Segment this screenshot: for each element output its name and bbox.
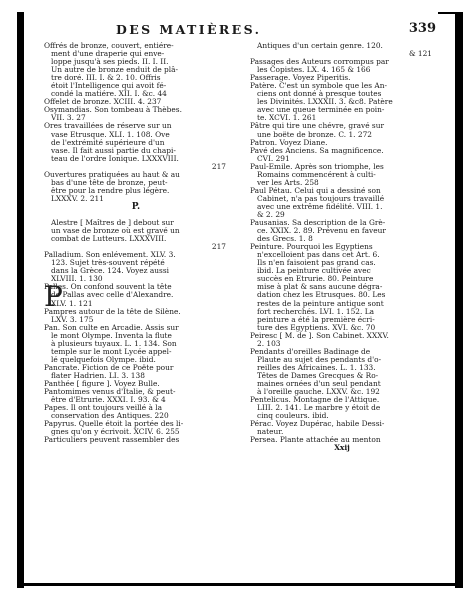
header-title: DES MATIÈRES. bbox=[116, 22, 262, 37]
index-entry-line: à plusieurs tuyaux. L. 1. 134. Son bbox=[51, 338, 177, 348]
index-entry-line: XLVIII. 1. 130 bbox=[51, 274, 103, 284]
index-entry-line: une boëte de bronze. C. 1. 272 bbox=[257, 129, 372, 139]
index-entry-line: Peinture. Pourquoi les Egyptiens bbox=[250, 242, 373, 252]
index-entry-line: Particuliers peuvent rassembler des bbox=[44, 435, 180, 445]
book-page bbox=[44, 22, 436, 582]
index-entry-line: LIII. 2. 141. Le marbre y étoit de bbox=[257, 403, 381, 413]
index-entry-line: Pâtre qui tire une chévre, gravé sur bbox=[250, 121, 385, 131]
index-entry-line: à l'oreille gauche. LXXV. &c. 192 bbox=[257, 387, 380, 397]
index-entry-line: vase Etrusque. XLI. 1. 108. Ove bbox=[51, 129, 170, 139]
index-entry-line: Antiques d'un certain genre. 120. bbox=[257, 41, 383, 50]
index-entry-line: avec une extrême fidélité. VIII. 1. bbox=[257, 201, 383, 211]
index-entry-line: 217 bbox=[211, 161, 226, 171]
index-entry-line: Pentelicus. Montagne de l'Attique. bbox=[250, 395, 380, 405]
index-entry-line: lé quelquefois Olympe. ibid. bbox=[51, 354, 156, 364]
index-entry-line: de l'extrémité supérieure d'un bbox=[51, 137, 165, 147]
index-entry-line: condé la matiére. XII. I. &c. 44 bbox=[51, 89, 167, 99]
index-entry-line: être pour la rendre plus légère. bbox=[51, 185, 170, 195]
index-entry-line: 123. Sujet très-souvent répété bbox=[51, 258, 165, 268]
index-entry-line: un vase de bronze où est gravé un bbox=[51, 226, 180, 236]
index-entry-line: Palles. On confond souvent la tête bbox=[44, 282, 172, 292]
scan-border-top-right bbox=[438, 12, 463, 14]
index-entry-line: conservation des Antiques. 220 bbox=[51, 411, 169, 421]
index-entry-line: les Copistes. LX. 4. 165 & 166 bbox=[257, 65, 371, 75]
index-entry-line: reilles des Africaines. L. 1. 133. bbox=[257, 362, 376, 372]
index-entry-line: ver les Arts. 258 bbox=[257, 177, 319, 187]
index-entry-line: Papyrus. Quelle étoit la portée des li- bbox=[44, 419, 184, 429]
index-entry-line: Pancrate. Fiction de ce Poëte pour bbox=[44, 362, 174, 372]
index-entry-line: XLV. 1. 121 bbox=[51, 298, 93, 308]
drop-cap-letter: P bbox=[44, 280, 63, 313]
index-entry-line: Ouvertures pratiquées au haut & au bbox=[44, 169, 180, 179]
index-entry-line: CVI. 291 bbox=[257, 153, 290, 163]
index-entry-line: dation chez les Etrusques. 80. Les bbox=[257, 290, 386, 300]
index-entry-line: les Divinités. LXXXII. 3. &c8. Patère bbox=[257, 97, 393, 107]
index-entry-line: Pausanias. Sa description de la Grè- bbox=[250, 218, 386, 228]
index-entry-line: Papes. Il ont toujours veillé à la bbox=[44, 403, 163, 413]
index-entry-line: ment d'une draperie qui enve- bbox=[51, 49, 165, 59]
index-entry-line: flater Hadrien. LI. 3. 138 bbox=[51, 370, 145, 380]
index-entry-line: combat de Lutteurs. LXXXVIII. bbox=[51, 234, 167, 244]
index-entry-line: fort recherchés. LVI. 1. 152. La bbox=[257, 306, 375, 316]
index-entry-line: Pampres autour de la tête de Silène. bbox=[44, 306, 181, 316]
index-entry-line: le mont Olympe. Inventa la flute bbox=[51, 330, 172, 340]
index-entry-line: Paul Pétau. Celui qui a dessiné son bbox=[250, 185, 381, 195]
index-entry-line: bas d'une tête de bronze, peut- bbox=[51, 177, 168, 187]
index-entry-line: de Pallas avec celle d'Alexandre. bbox=[51, 290, 174, 300]
index-entry-line: Alestre [ Maîtres de ] debout sur bbox=[51, 218, 174, 228]
scan-border-right bbox=[455, 12, 463, 588]
index-entry-line: mise à plat & sans aucune dégra- bbox=[257, 282, 383, 292]
index-entry-line: Patron. Voyez Diane. bbox=[250, 137, 328, 147]
index-entry-line: ibid. La peinture cultivée avec bbox=[257, 266, 371, 276]
index-entry-line: ce. XXIX. 2. 89. Prévenu en faveur bbox=[257, 226, 386, 236]
index-entry-line: Un autre de bronze enduit de plâ- bbox=[51, 65, 179, 75]
scan-border-bottom bbox=[17, 583, 463, 586]
index-entry-line: restes de la peinture antique sont bbox=[257, 298, 384, 308]
index-entry-line: Passages des Auteurs corrompus par bbox=[250, 57, 389, 67]
index-column-left bbox=[44, 42, 228, 444]
index-entry-line: P. bbox=[131, 201, 141, 212]
index-entry-line: & 2. 29 bbox=[257, 209, 285, 219]
index-entry-line: 2. 103 bbox=[257, 338, 281, 348]
index-entry-line: tre doré. III. I. & 2. 10. Offris bbox=[51, 73, 161, 83]
index-entry-line: temple sur le mont Lycée appel- bbox=[51, 346, 172, 356]
index-entry-line: loppe jusqu'à ses pieds. II. I. II. bbox=[51, 57, 169, 67]
index-entry-line: Panthée [ figure ]. Voyez Bulle. bbox=[44, 378, 160, 388]
index-entry-line: Paul-Emile. Après son triomphe, les bbox=[250, 161, 384, 171]
index-entry-line: Ils n'en faisoient pas grand cas. bbox=[257, 258, 376, 268]
index-entry-line: dans la Grèce. 124. Voyez aussi bbox=[51, 266, 170, 276]
index-entry-line: ture des Egyptiens. XVI. &c. 70 bbox=[257, 322, 376, 332]
index-entry-line: Cabinet, n'a pas toujours travaillé bbox=[257, 193, 385, 203]
index-entry-line: te. XCVI. 1. 261 bbox=[257, 113, 317, 123]
index-entry-line: gnes qu'on y écrivoit. XCIV. 6. 255 bbox=[51, 427, 180, 437]
index-entry-line: Passerage. Voyez Piperitis. bbox=[250, 73, 351, 83]
index-entry-line: Romains commencérent à culti- bbox=[257, 169, 376, 179]
index-entry-line: LXXXV. 2. 211 bbox=[51, 193, 104, 203]
index-entry-line: Pantomimes venus d'Italie, & peut- bbox=[44, 387, 176, 397]
index-column-right bbox=[250, 42, 434, 452]
scan-border-left bbox=[17, 12, 24, 588]
index-entry-line: des Grecs. 1. 8 bbox=[257, 234, 313, 244]
index-entry-line: Pérac. Voyez Dupérac, habile Dessi- bbox=[250, 419, 385, 429]
running-header bbox=[44, 22, 436, 38]
index-entry-line: Patère. C'est un symbole que les An- bbox=[250, 81, 387, 91]
index-entry-line: Offelet de bronze. XCIII. 4. 237 bbox=[44, 97, 162, 107]
index-entry-line: étoit l'Intelligence qui avoit fé- bbox=[51, 81, 167, 91]
index-entry-line: être d'Etrurie. XXXI. I. 93. & 4 bbox=[51, 395, 166, 405]
index-entry-line: Peiresc [ M. de ]. Son Cabinet. XXXV. bbox=[250, 330, 389, 340]
index-entry-line: Plaute au sujet des pendants d'o- bbox=[257, 354, 382, 364]
index-entry-line: succès en Etrurie. 80. Peinture bbox=[257, 274, 374, 284]
index-entry-line: VII. 3. 27 bbox=[51, 113, 86, 123]
index-entry-line: Têtes de Dames Grecques & Ro- bbox=[257, 370, 379, 380]
index-entry-line: vase. Il fait aussi partie du chapi- bbox=[51, 145, 176, 155]
index-entry-line: nateur. bbox=[257, 427, 284, 437]
index-entry-line: 217 bbox=[211, 242, 226, 252]
index-entry-line: n'excelloient pas dans cet Art. 6. bbox=[257, 250, 380, 260]
index-entry-line: teau de l'ordre Ionique. LXXXVIII. bbox=[51, 153, 179, 163]
index-entry-line: Pendants d'oreilles Badinage de bbox=[250, 346, 371, 356]
index-entry-line: maines ornées d'un seul pendant bbox=[257, 378, 381, 388]
index-entry-line: ciens ont donné à presque toutes bbox=[257, 89, 382, 99]
index-entry-line: & 121 bbox=[408, 49, 432, 59]
index-entry-line: Ores travaillées de réserve sur un bbox=[44, 121, 172, 131]
index-entry-line: Palladium. Son enlévement. XLV. 3. bbox=[44, 250, 176, 260]
index-entry-line: Pavé des Anciens. Sa magnificence. bbox=[250, 145, 384, 155]
index-entry-line: avec une queue terminée en poin- bbox=[257, 105, 385, 115]
index-entry-line: Osymandias. Son tombeau à Thèbes. bbox=[44, 105, 182, 115]
index-entry-line: peinture a été la première écri- bbox=[257, 314, 375, 324]
index-entry-line: Pan. Son culte en Arcadie. Assis sur bbox=[44, 322, 179, 332]
index-entry-line: Offrés de bronze, couvert, entiére- bbox=[44, 41, 174, 50]
index-entry-line: Persea. Plante attachée au menton bbox=[250, 435, 381, 445]
page-number: 339 bbox=[408, 21, 436, 36]
signature-mark: Xxij bbox=[334, 443, 350, 453]
index-entry-line: cinq couleurs. ibid. bbox=[257, 411, 329, 421]
index-entry-line: LXV. 3. 175 bbox=[51, 314, 94, 324]
